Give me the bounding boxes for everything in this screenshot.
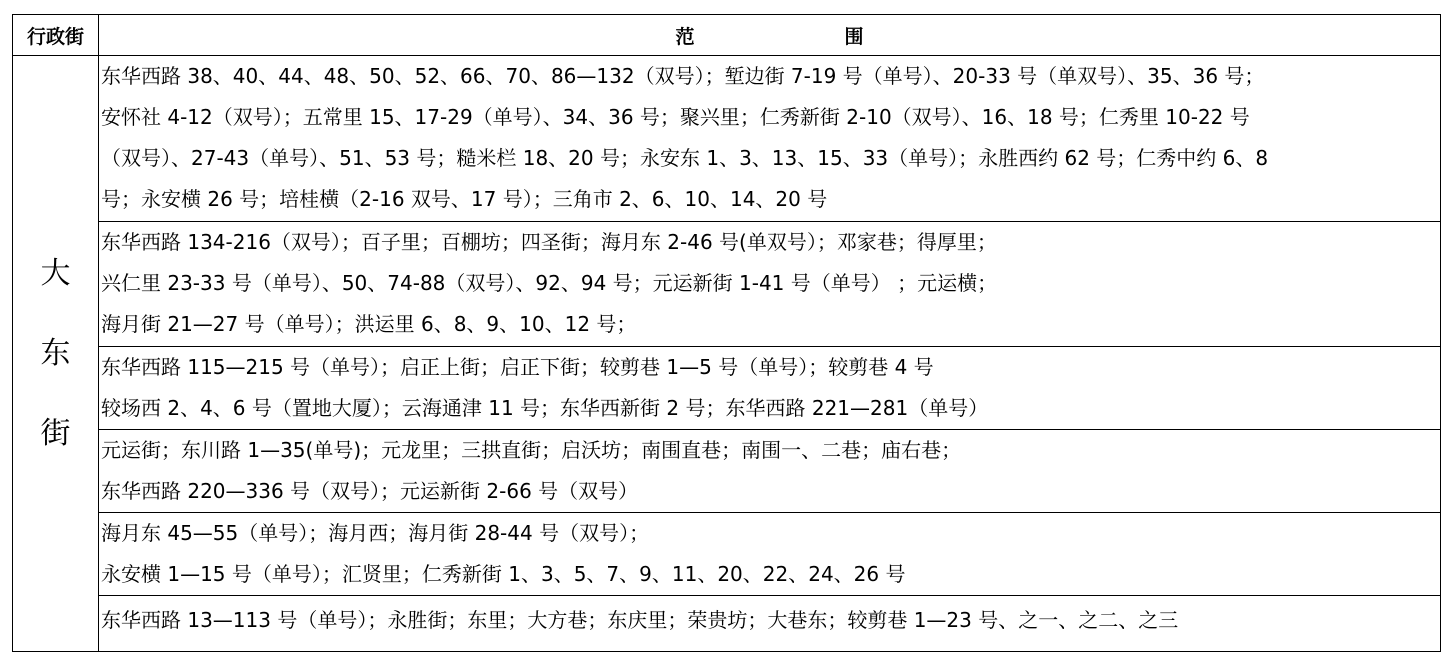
- range-cell: [99, 430, 1441, 513]
- district-char: 大: [40, 255, 71, 291]
- table-row: [13, 347, 1441, 430]
- range-line: 东华西路 38、40、44、48、50、52、66、70、86—132（双号）；堑边街 7-19 号（单号）、20-33 号（单双号）、35、36 号；: [101, 64, 1265, 88]
- range-line: 海月街 21—27 号（单号）；洪运里 6、8、9、10、12 号；: [101, 312, 637, 336]
- district-char: 街: [40, 415, 71, 451]
- range-line: 兴仁里 23-33 号（单号）、50、74-88（双号）、92、94 号；元运新街 1-41 号（单号） ；元运横；: [101, 271, 998, 295]
- table-header-row: [13, 15, 1441, 56]
- table-row: [13, 513, 1441, 596]
- range-line: 安怀社 4-12（双号）；五常里 15、17-29（单号）、34、36 号；聚兴里；仁秀新街 2-10（双号）、16、18 号；仁秀里 10-22 号: [101, 105, 1250, 129]
- header-range-char-2: 围: [844, 25, 864, 48]
- range-cell: [99, 347, 1441, 430]
- table-row: [13, 222, 1441, 347]
- range-cell: [99, 513, 1441, 596]
- range-line: 号；永安横 26 号；培桂横（2-16 双号、17 号）；三角市 2、6、10、14、20 号: [101, 187, 828, 211]
- range-cell: [99, 222, 1441, 347]
- district-name-cell: [13, 56, 99, 652]
- range-line: （双号）、27-43（单号）、51、53 号；糙米栏 18、20 号；永安东 1、3、13、15、33（单号）；永胜西约 62 号；仁秀中约 6、8: [101, 146, 1269, 170]
- range-line: 元运街；东川路 1—35(单号)；元龙里；三拱直街；启沃坊；南围直巷；南围一、二巷；庙右巷；: [101, 438, 962, 462]
- table-row: [13, 596, 1441, 652]
- table-row: [13, 430, 1441, 513]
- range-line: 东华西路 115—215 号（单号）；启正上街；启正下街；较剪巷 1—5 号（单号）；较剪巷 4 号: [101, 355, 934, 379]
- range-line: 海月东 45—55（单号）；海月西；海月街 28-44 号（双号）；: [101, 521, 650, 545]
- range-line: 较场西 2、4、6 号（置地大厦）；云海通津 11 号；东华西新街 2 号；东华西路 221—281（单号）: [101, 396, 989, 420]
- range-cell: [99, 596, 1441, 652]
- header-range: [99, 15, 1441, 56]
- table-row: [13, 56, 1441, 222]
- header-district: 行政街: [13, 15, 99, 56]
- district-char: 东: [40, 335, 71, 371]
- street-range-table: [12, 14, 1441, 652]
- range-line: 东华西路 220—336 号（双号）；元运新街 2-66 号（双号）: [101, 479, 639, 503]
- range-line: 永安横 1—15 号（单号）；汇贤里；仁秀新街 1、3、5、7、9、11、20、22、24、26 号: [101, 562, 906, 586]
- range-cell: [99, 56, 1441, 222]
- range-line: 东华西路 13—113 号（单号）；永胜街；东里；大方巷；东庆里；荣贵坊；大巷东；较剪巷 1—23 号、之一、之二、之三: [101, 608, 1179, 632]
- range-line: 东华西路 134-216（双号）；百子里；百棚坊；四圣街；海月东 2-46 号(单双号）；邓家巷；得厚里；: [101, 230, 997, 254]
- header-range-char-1: 范: [675, 25, 695, 48]
